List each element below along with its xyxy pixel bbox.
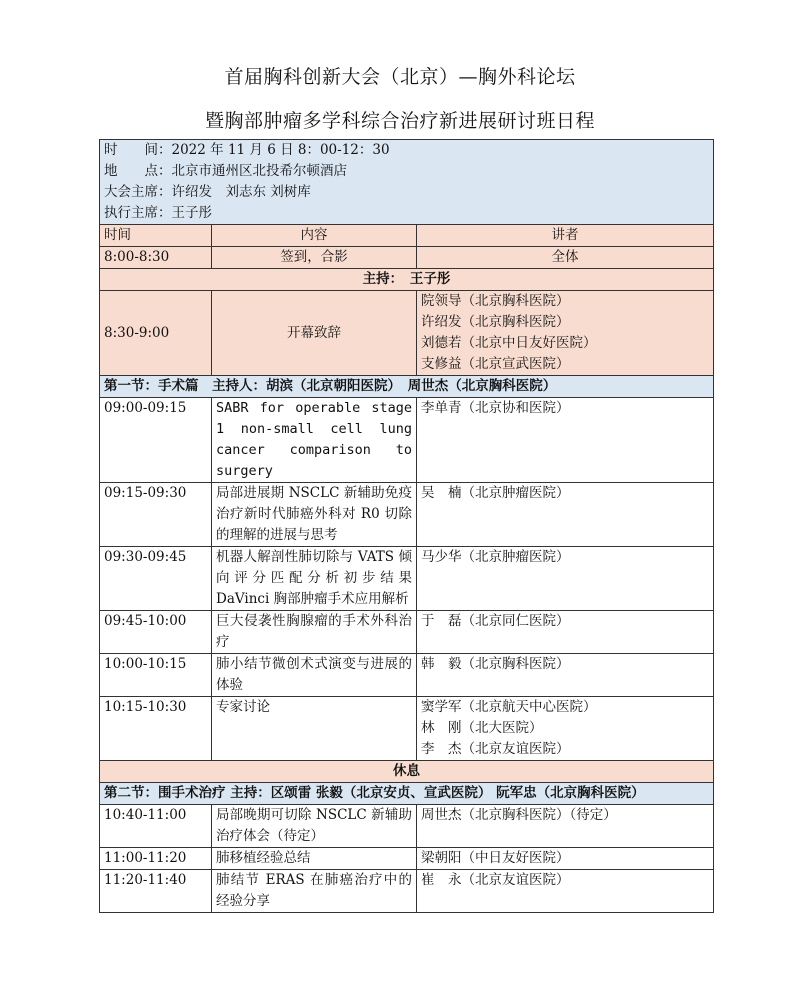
header-time: 时间: [100, 225, 212, 247]
table-row: [100, 805, 714, 848]
host-text: 主持： 王子彤: [100, 269, 714, 291]
row-content: 专家讨论: [212, 697, 417, 761]
row-speaker: 周世杰（北京胸科医院）（待定）: [421, 807, 617, 823]
row-content: 肺结节 ERAS 在肺癌治疗中的经验分享: [212, 870, 417, 913]
info-exec-chair: 执行主席：王子彤: [104, 205, 212, 221]
row-time: 11:20-11:40: [100, 870, 212, 913]
row-content: 局部进展期 NSCLC 新辅助免疫治疗新时代肺癌外科对 R0 切除的理解的进展与思考: [212, 483, 417, 547]
table-row: [100, 547, 714, 611]
row-speakers: [417, 483, 714, 547]
row-speakers: [417, 654, 714, 697]
table-row: [100, 398, 714, 483]
table-row: [100, 483, 714, 547]
signin-speaker: 全体: [417, 247, 714, 269]
row-content: 肺移植经验总结: [212, 848, 417, 870]
row-speaker: 马少华（北京肿瘤医院）: [421, 549, 570, 565]
table-row: [100, 697, 714, 761]
row-speakers: [417, 805, 714, 848]
row-time: 11:00-11:20: [100, 848, 212, 870]
opening-speaker: 院领导（北京胸科医院）: [421, 293, 570, 309]
title-line-1: 首届胸科创新大会（北京）—胸外科论坛: [224, 66, 576, 88]
opening-content: 开幕致辞: [212, 291, 417, 376]
row-speaker: 韩 毅（北京胸科医院）: [421, 656, 570, 672]
row-speakers: [417, 611, 714, 654]
row-content: 机器人解剖性肺切除与 VATS 倾向评分匹配分析初步结果 DaVinci 胸部肿瘤手术应用解析: [212, 547, 417, 611]
signin-content: 签到，合影: [212, 247, 417, 269]
schedule-table: [99, 139, 714, 913]
section2-title: 第二节：围手术治疗 主持：区颂雷 张毅（北京安贞、宣武医院） 阮军忠（北京胸科医院）: [100, 783, 714, 805]
break-text: 休息: [100, 761, 714, 783]
opening-speakers: [417, 291, 714, 376]
info-time: 时 间：2022 年 11 月 6 日 8：00-12：30: [104, 142, 390, 158]
row-time: 09:00-09:15: [100, 398, 212, 483]
info-chairs: 大会主席：许绍发 刘志东 刘树库: [104, 184, 311, 200]
section1-title: 第一节：手术篇 主持人：胡滨（北京朝阳医院） 周世杰（北京胸科医院）: [100, 376, 714, 398]
title-line-2: 暨胸部肿瘤多学科综合治疗新进展研讨班日程: [204, 110, 595, 132]
info-row: [100, 140, 714, 225]
row-content: 巨大侵袭性胸腺瘤的手术外科治疗: [212, 611, 417, 654]
signin-time: 8:00-8:30: [100, 247, 212, 269]
row-speaker: 梁朝阳（中日友好医院）: [421, 850, 570, 866]
opening-speaker: 支修益（北京宣武医院）: [421, 356, 570, 372]
row-time: 09:15-09:30: [100, 483, 212, 547]
host-row: [100, 269, 714, 291]
row-time: 10:00-10:15: [100, 654, 212, 697]
row-content: 局部晚期可切除 NSCLC 新辅助治疗体会（待定）: [212, 805, 417, 848]
row-time: 09:30-09:45: [100, 547, 212, 611]
row-content: 肺小结节微创术式演变与进展的体验: [212, 654, 417, 697]
section1-title-row: [100, 376, 714, 398]
opening-speaker: 刘德若（北京中日友好医院）: [421, 335, 597, 351]
signin-row: [100, 247, 714, 269]
row-time: 10:40-11:00: [100, 805, 212, 848]
table-row: [100, 848, 714, 870]
table-row: [100, 654, 714, 697]
row-speakers: [417, 547, 714, 611]
table-row: [100, 870, 714, 913]
header-content: 内容: [212, 225, 417, 247]
row-speakers: [417, 398, 714, 483]
row-speaker: 窦学军（北京航天中心医院）: [421, 699, 597, 715]
break-row: [100, 761, 714, 783]
opening-speaker: 许绍发（北京胸科医院）: [421, 314, 570, 330]
header-row: [100, 225, 714, 247]
row-speaker: 崔 永（北京友谊医院）: [421, 872, 570, 888]
row-speaker: 于 磊（北京同仁医院）: [421, 613, 570, 629]
row-speaker: 吴 楠（北京肿瘤医院）: [421, 485, 570, 501]
row-time: 09:45-10:00: [100, 611, 212, 654]
row-speaker: 林 刚（北大医院）: [421, 720, 543, 736]
info-place: 地 点：北京市通州区北投希尔顿酒店: [104, 163, 347, 179]
header-speaker: 讲者: [417, 225, 714, 247]
row-speakers: [417, 870, 714, 913]
row-speaker: 李 杰（北京友谊医院）: [421, 741, 570, 757]
opening-row: [100, 291, 714, 376]
opening-time: 8:30-9:00: [100, 291, 212, 376]
row-time: 10:15-10:30: [100, 697, 212, 761]
row-speakers: [417, 848, 714, 870]
table-row: [100, 611, 714, 654]
section2-title-row: [100, 783, 714, 805]
row-content: SABR for operable stage 1 non-small cell lung cancer comparison to surgery: [212, 398, 417, 483]
row-speaker: 李单青（北京协和医院）: [421, 400, 570, 416]
row-speakers: [417, 697, 714, 761]
